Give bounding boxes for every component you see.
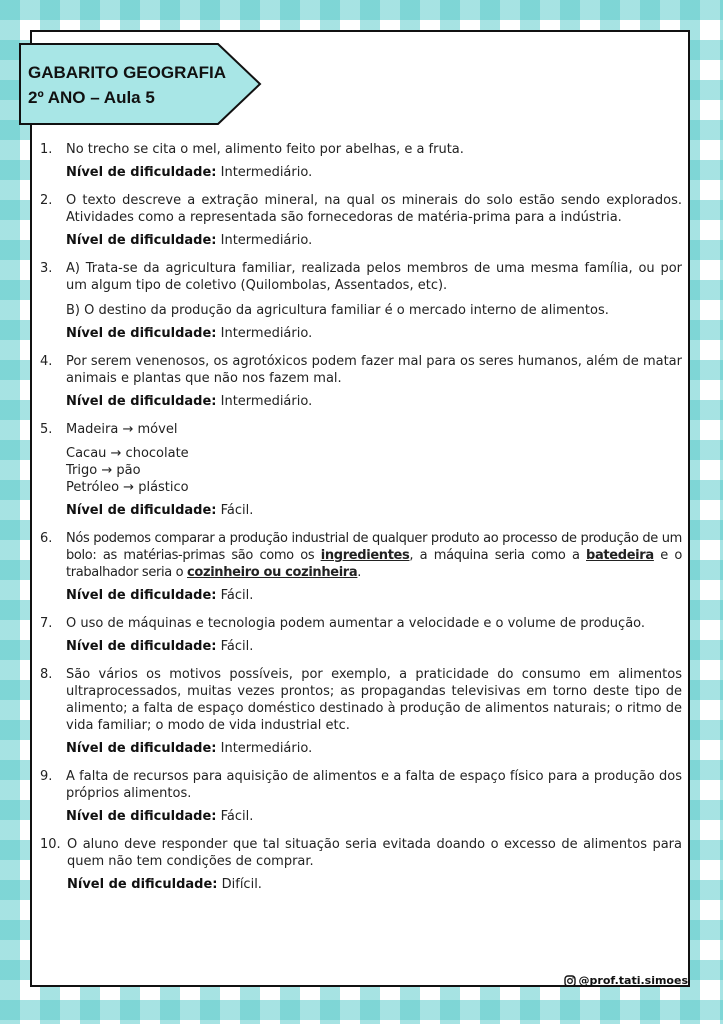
keyword-batedeira: batedeira (586, 548, 654, 563)
answer-text: São vários os motivos possíveis, por exemplo, a praticidade do consumo em alimentos ultraprocessados, muitas vezes prontos; as propagandas televisivas em torno deste tipo de alimento; a falta de espaço doméstico destinado à produção de alimentos naturais; o ritmo de vida familiar; o modo de vida industrial etc. (66, 667, 682, 733)
difficulty-level (66, 232, 682, 249)
item-number: 9. (40, 769, 53, 784)
item-number: 6. (40, 531, 53, 546)
difficulty-label: Nível de dificuldade: (66, 394, 217, 409)
difficulty-label: Nível de dificuldade: (66, 503, 217, 518)
difficulty-label: Nível de dificuldade: (66, 639, 217, 654)
answer-item-2 (40, 192, 682, 249)
answer-text: A falta de recursos para aquisição de alimentos e a falta de espaço físico para a produção dos próprios alimentos. (66, 769, 682, 801)
answer-text-b: B) O destino da produção da agricultura familiar é o mercado interno de alimentos. (66, 303, 609, 318)
difficulty-label: Nível de dificuldade: (66, 588, 217, 603)
difficulty-level (66, 325, 682, 342)
author-credit (564, 974, 688, 987)
difficulty-label: Nível de dificuldade: (66, 741, 217, 756)
text-fragment: , a máquina seria como a (409, 548, 587, 563)
difficulty-value: Fácil. (220, 588, 254, 603)
item-number: 3. (40, 261, 53, 276)
difficulty-level (66, 808, 682, 825)
text-fragment: Nós podemos comparar a produção industrial de qualquer produto ao processo de produção de um bolo: as matérias-primas são como os (66, 531, 682, 563)
answer-item-4 (40, 353, 682, 410)
answer-text: O texto descreve a extração mineral, na qual os minerais do solo estão sendo explorados. Atividades como a representada são fornecedoras de matéria-prima para a indústria. (66, 193, 682, 225)
answer-item-7 (40, 615, 682, 655)
difficulty-value: Intermediário. (220, 741, 313, 756)
answer-item-9 (40, 768, 682, 825)
item-number: 10. (40, 837, 61, 852)
author-handle: @prof.tati.simoes (578, 974, 688, 987)
keyword-ingredientes: ingredientes (320, 548, 410, 563)
answer-item-5 (40, 421, 682, 519)
answer-text (66, 530, 682, 581)
difficulty-value: Intermediário. (220, 326, 313, 341)
item-number: 8. (40, 667, 53, 682)
difficulty-value: Intermediário. (220, 394, 313, 409)
item-number: 2. (40, 193, 53, 208)
difficulty-value: Fácil. (220, 639, 254, 654)
list-item: Trigo → pão (66, 463, 141, 478)
difficulty-level (66, 638, 682, 655)
item-number: 5. (40, 422, 53, 437)
list-item: Petróleo → plástico (66, 480, 189, 495)
answer-text: A) Trata-se da agricultura familiar, realizada pelos membros de uma mesma família, ou por um algum tipo de coletivo (Quilombolas, Assentados, etc). (66, 261, 682, 293)
keyword-cozinheiro: cozinheiro ou cozinheira (187, 565, 358, 580)
difficulty-label: Nível de dificuldade: (66, 165, 217, 180)
difficulty-level (66, 164, 682, 181)
difficulty-value: Fácil. (220, 503, 254, 518)
answer-text: No trecho se cita o mel, alimento feito por abelhas, e a fruta. (66, 142, 464, 157)
answer-list (40, 141, 682, 904)
answer-item-3 (40, 260, 682, 342)
list-item: Cacau → chocolate (66, 446, 189, 461)
difficulty-level (66, 393, 682, 410)
page-title: GABARITO GEOGRAFIA (28, 63, 227, 82)
difficulty-label: Nível de dificuldade: (66, 233, 217, 248)
answer-text: O uso de máquinas e tecnologia podem aumentar a velocidade e o volume de produção. (66, 616, 646, 631)
difficulty-label: Nível de dificuldade: (67, 877, 218, 892)
item-number: 7. (40, 616, 53, 631)
difficulty-value: Difícil. (221, 877, 262, 892)
answer-item-10 (40, 836, 682, 893)
answer-item-8 (40, 666, 682, 757)
difficulty-level (66, 587, 682, 604)
title-banner (18, 42, 262, 126)
difficulty-level (66, 502, 682, 519)
difficulty-value: Intermediário. (220, 165, 313, 180)
instagram-icon (564, 975, 576, 987)
item-number: 1. (40, 142, 53, 157)
answer-text: O aluno deve responder que tal situação seria evitada doando o excesso de alimentos para quem não tem condições de comprar. (67, 837, 682, 869)
difficulty-level (66, 740, 682, 757)
item-number: 4. (40, 354, 53, 369)
answer-text: Madeira → móvel (66, 422, 178, 437)
difficulty-level (67, 876, 682, 893)
answer-item-6 (40, 530, 682, 604)
difficulty-label: Nível de dificuldade: (66, 809, 217, 824)
conversion-list (66, 445, 682, 496)
text-fragment: . (357, 565, 362, 580)
answer-text: Por serem venenosos, os agrotóxicos podem fazer mal para os seres humanos, além de matar animais e plantas que não nos fazem mal. (66, 354, 682, 386)
difficulty-label: Nível de dificuldade: (66, 326, 217, 341)
answer-item-1 (40, 141, 682, 181)
text-fragment: e o trabalhador seria o (66, 548, 682, 580)
page-subtitle: 2º ANO – Aula 5 (28, 88, 155, 107)
difficulty-value: Fácil. (220, 809, 254, 824)
difficulty-value: Intermediário. (220, 233, 313, 248)
